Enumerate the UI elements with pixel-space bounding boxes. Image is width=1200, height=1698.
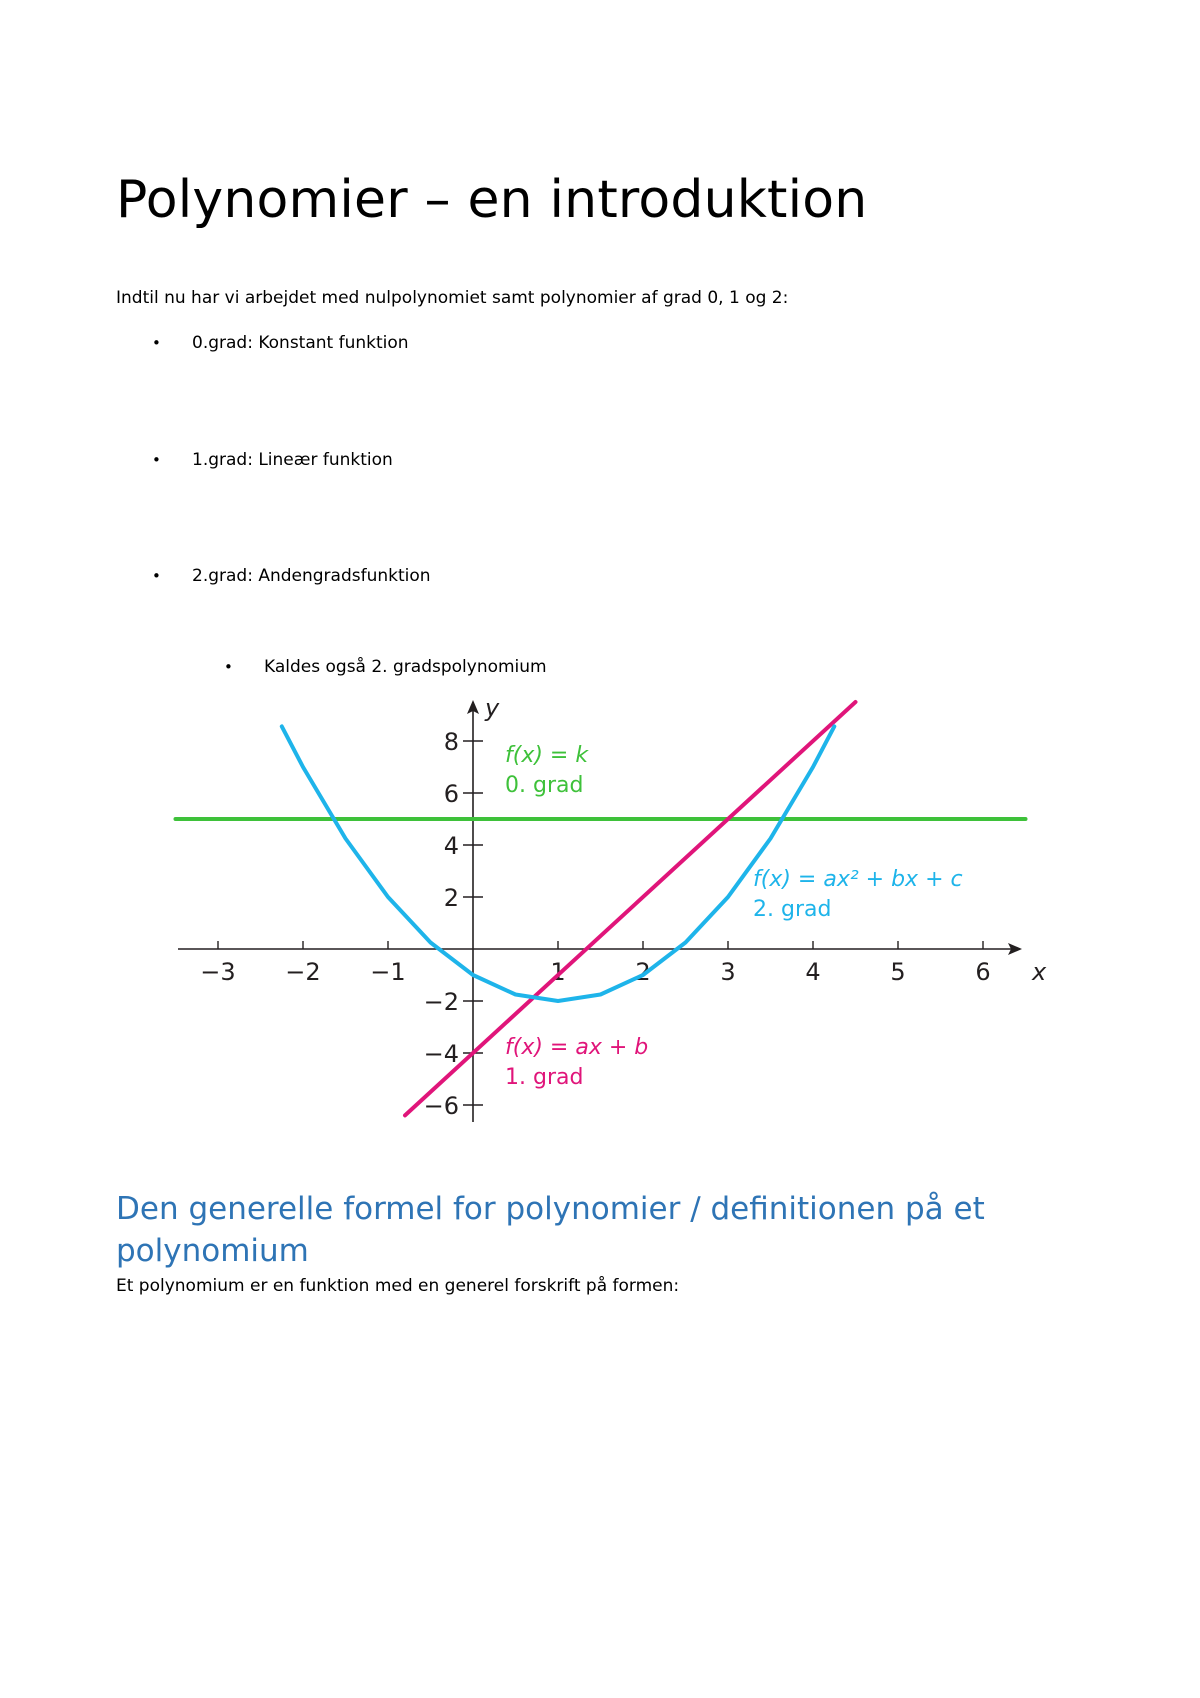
list-item-degree-0	[152, 333, 409, 353]
bullet-icon: •	[152, 567, 161, 585]
y-tick-label: 6	[443, 780, 459, 808]
series-name-2: f(x) = ax² + bx + c	[753, 867, 963, 892]
x-tick-label: −1	[370, 958, 406, 986]
y-tick-label: 2	[443, 884, 459, 912]
bullet-icon: •	[224, 658, 233, 676]
intro-paragraph: Indtil nu har vi arbejdet med nulpolynomiet samt polynomier af grad 0, 1 og 2:	[116, 288, 789, 308]
x-axis-label: x	[1032, 958, 1047, 986]
definition-paragraph: Et polynomium er en funktion med en generel forskrift på formen:	[116, 1276, 680, 1296]
y-tick-label: −2	[423, 988, 459, 1016]
y-tick-label: 4	[443, 832, 459, 860]
list-item-degree-1	[152, 450, 393, 470]
y-axis-label: y	[485, 694, 500, 722]
bullet-icon: •	[152, 451, 161, 469]
x-tick-label: 1	[550, 958, 566, 986]
series-name-0: f(x) = k	[505, 743, 589, 768]
series-degree-2: 2. grad	[753, 897, 832, 922]
x-tick-label: −3	[200, 958, 236, 986]
x-tick-label: 4	[805, 958, 821, 986]
x-tick-label: 3	[720, 958, 736, 986]
x-tick-label: 6	[975, 958, 991, 986]
list-item-degree-2	[152, 566, 431, 586]
list-item-label: 0.grad: Konstant funktion	[192, 333, 409, 353]
y-tick-label: 8	[443, 728, 459, 756]
list-item-label: 2.grad: Andengradsfunktion	[192, 566, 431, 586]
series-degree-1: 1. grad	[505, 1065, 584, 1090]
bullet-icon: •	[152, 334, 161, 352]
series-degree-0: 0. grad	[505, 773, 584, 798]
polynomial-chart	[170, 690, 1050, 1130]
sub-list-item	[224, 657, 547, 677]
series-name-1: f(x) = ax + b	[505, 1035, 649, 1060]
list-item-label: 1.grad: Lineær funktion	[192, 450, 393, 470]
y-tick-label: −4	[423, 1040, 459, 1068]
y-tick-label: −6	[423, 1092, 459, 1120]
x-tick-label: 2	[635, 958, 651, 986]
list-item-label: Kaldes også 2. gradspolynomium	[264, 657, 547, 677]
section-heading: Den generelle formel for polynomier / definitionen på et polynomium	[116, 1191, 985, 1269]
page-title: Polynomier – en introduktion	[116, 170, 868, 230]
x-tick-label: −2	[285, 958, 321, 986]
x-tick-label: 5	[890, 958, 906, 986]
